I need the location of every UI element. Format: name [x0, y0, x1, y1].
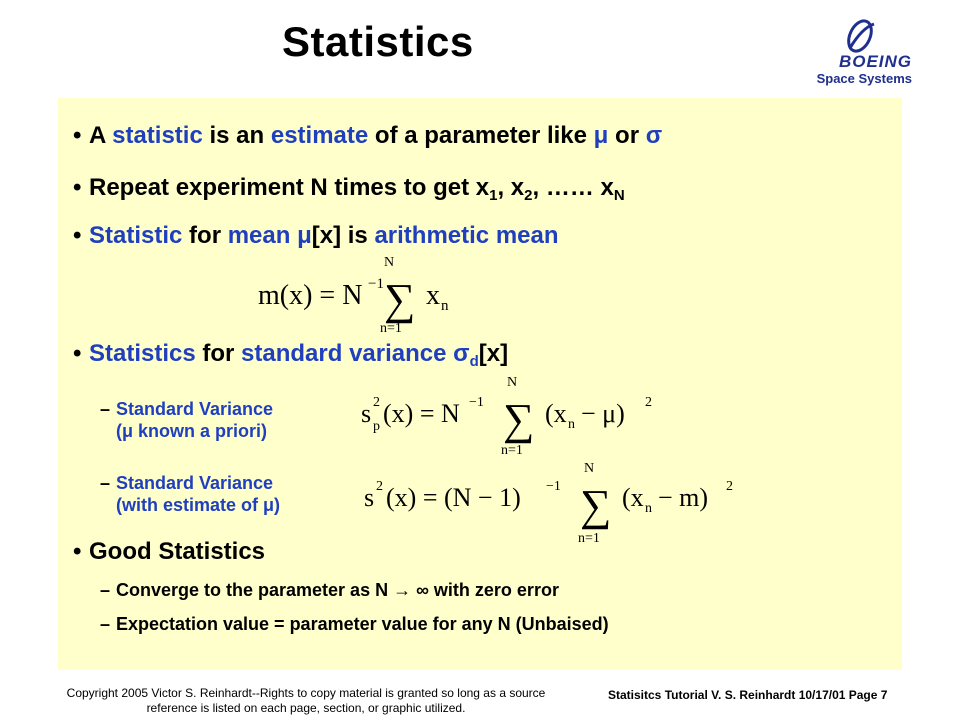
svg-text:(x) = N: (x) = N [383, 399, 460, 428]
sub-item-variance-estimate-mu [100, 472, 280, 516]
svg-text:n: n [568, 417, 575, 432]
copyright-line: reference is listed on each page, section, or graphic utilized. [146, 701, 466, 715]
arithmetic-mean-equation [250, 252, 480, 336]
svg-text:p: p [373, 419, 380, 434]
bullet-marker: • [73, 222, 82, 249]
keyword-statistic: Statistic [89, 222, 183, 249]
copyright-footer [0, 686, 612, 716]
sigma-symbol: σ [645, 122, 663, 149]
page-footer: Statisitcs Tutorial V. S. Reinhardt 10/17/01 Page 7 [608, 688, 888, 702]
svg-text:∑: ∑ [384, 275, 416, 324]
svg-text:n: n [441, 298, 449, 314]
svg-text:(x: (x [545, 399, 567, 428]
svg-text:2: 2 [726, 479, 733, 494]
svg-text:∑: ∑ [503, 395, 535, 444]
boeing-wordmark: BOEING [838, 52, 912, 71]
svg-text:− μ): − μ) [581, 399, 625, 428]
svg-text:m(x) = N: m(x) = N [258, 280, 363, 311]
svg-text:n=1: n=1 [501, 443, 523, 458]
text: , …… x [532, 174, 614, 201]
sigma-symbol: σ [446, 340, 470, 367]
bullet-marker: • [73, 174, 82, 201]
text: Expectation value = parameter value for any N (Unbaised) [116, 614, 609, 634]
space-systems-label: Space Systems [816, 71, 912, 86]
keyword-standard-variance: standard variance [241, 340, 447, 367]
mu-symbol: μ [290, 222, 312, 249]
text: for [195, 340, 242, 367]
page-title: Statistics [282, 18, 474, 65]
subscript: 2 [524, 187, 533, 204]
subscript: N [613, 187, 625, 204]
keyword-statistic: statistic [112, 122, 203, 149]
text: A [89, 122, 113, 149]
svg-text:N: N [584, 461, 595, 476]
mu-symbol: μ [593, 122, 609, 149]
bullet-statistic-mean [73, 222, 559, 250]
bullet-statistics-variance [73, 340, 508, 370]
variance-known-mu-equation [355, 372, 675, 458]
keyword-estimate: estimate [270, 122, 369, 149]
text: is an [202, 122, 271, 149]
text: [x] is [311, 222, 375, 249]
dash-marker: – [100, 473, 111, 493]
boeing-logo [800, 18, 918, 88]
svg-text:−1: −1 [368, 276, 384, 292]
dash-marker: – [100, 614, 111, 634]
bullet-good-statistics [73, 538, 265, 566]
copyright-line: Copyright 2005 Victor S. Reinhardt--Rights to copy material is granted so long as a source [66, 686, 546, 700]
svg-text:n=1: n=1 [380, 321, 402, 336]
bullet-statistic-definition [73, 122, 662, 150]
svg-text:2: 2 [373, 395, 380, 410]
text: , x [497, 174, 525, 201]
svg-text:∑: ∑ [580, 481, 612, 530]
sub-item-converge [100, 580, 559, 601]
text: Standard Variance [116, 399, 274, 419]
svg-text:(x: (x [622, 483, 644, 512]
text: Standard Variance [116, 473, 274, 493]
dash-marker: – [100, 399, 111, 419]
text: Repeat experiment N times to get x [89, 174, 490, 201]
variance-estimate-mu-equation [360, 458, 760, 546]
svg-text:x: x [426, 280, 440, 311]
keyword-mean: mean [227, 222, 291, 249]
svg-text:s: s [364, 483, 375, 512]
svg-text:−1: −1 [469, 395, 484, 410]
svg-text:s: s [361, 399, 372, 428]
svg-text:(x) = (N − 1): (x) = (N − 1) [386, 483, 521, 512]
bullet-marker: • [73, 122, 82, 149]
svg-text:2: 2 [376, 479, 383, 494]
text: Converge to the parameter as N → ∞ with zero error [116, 580, 559, 600]
keyword-statistics: Statistics [89, 340, 196, 367]
bullet-repeat-experiment [73, 174, 625, 204]
subscript: 1 [489, 187, 498, 204]
text: of a parameter like [368, 122, 594, 149]
svg-text:− m): − m) [658, 483, 709, 512]
bullet-marker: • [73, 340, 82, 367]
text: Good Statistics [89, 538, 266, 565]
svg-text:−1: −1 [546, 479, 561, 494]
text: [x] [478, 340, 509, 367]
svg-text:n: n [645, 501, 652, 516]
text: or [608, 122, 646, 149]
svg-text:N: N [507, 375, 518, 390]
svg-text:N: N [384, 255, 395, 270]
dash-marker: – [100, 580, 111, 600]
text: (μ known a priori) [116, 421, 268, 441]
svg-text:2: 2 [645, 395, 652, 410]
bullet-marker: • [73, 538, 82, 565]
text: (with estimate of μ) [116, 495, 281, 515]
sub-item-expectation [100, 614, 609, 635]
svg-text:n=1: n=1 [578, 531, 600, 546]
keyword-arithmetic-mean: arithmetic mean [374, 222, 559, 249]
text: for [182, 222, 228, 249]
sub-item-variance-known-mu [100, 398, 273, 442]
subscript: d [469, 353, 479, 370]
